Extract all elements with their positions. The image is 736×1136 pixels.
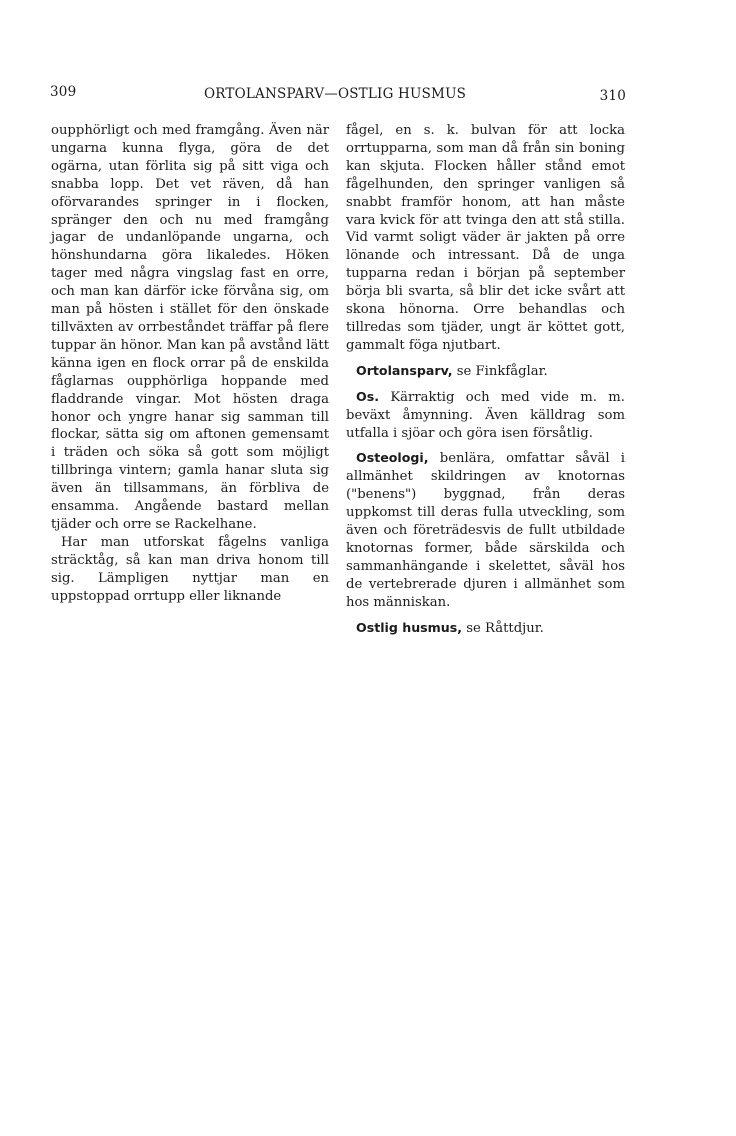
entry-term: Osteologi, [356,450,429,466]
page-number-left: 309 [50,84,77,100]
right-column [346,122,625,637]
page-number-right: 310 [599,88,626,104]
running-title: ORTOLANSPARV—OSTLIG HUSMUS [204,86,467,102]
entry-ostlig-husmus [346,619,625,638]
entry-text: se Finkfåglar. [452,363,548,379]
entry-ortolansparv [346,362,625,381]
entry-text: se Råttdjur. [462,620,544,636]
left-paragraph-1: oupphörligt och med framgång. Även när ungarna kunna flyga, göra de det ogärna, utan förlita sig på sitt viga och snabba lopp. Det vet räven, då han oförvarandes springer in i flocken, spränger den och nu med framgång jagar de undanlöpande ungarna, och hönshundarna göra likaledes. Höken tager med några vingslag fast en orre, och man kan därför icke förvåna sig, om man på hösten i stället för den önskade tillväxten av orrbeståndet träffar på flere tuppar än hönor. Man kan på avstånd lätt känna igen en flock orrar på de enskilda fåglarnas oupphörliga hoppande med fladdrande vingar. Mot hösten draga honor och yngre hanar sig samman till flockar, sätta sig om aftonen gemensamt i träden och söka så gott som möjligt tillbringa vintern; gamla hanar sluta sig även än tillsammans, än förbliva de ensamma. Angående bastard mellan tjäder och orre se Rackelhane. [51,123,329,532]
right-paragraph-1: fågel, en s. k. bulvan för att locka orrtupparna, som man då från sin boning kan skjuta. Flocken håller stånd emot fågelhunden, den springer vanligen så snabbt framför honom, att han måste vara kvick för att tvinga den att stå stilla. Vid varmt soligt väder är jakten på orre lönande och intressant. Då de unga tupparna redan i början på september börja bli svarta, så blir det icke svårt att skona hönorna. Orre behandlas och tillredas som tjäder, ungt är köttet gott, gammalt föga njutbart. [346,123,625,353]
entry-term: Os. [356,388,379,404]
left-column [51,122,329,605]
entry-term: Ostlig husmus, [356,619,463,635]
entry-osteologi [346,449,625,611]
left-paragraph-2: Har man utforskat fågelns vanliga sträcktåg, så kan man driva honom till sig. Lämpligen nyttjar man en uppstoppad orrtupp eller liknande [51,534,329,604]
entry-text: benlära, omfattar såväl i allmänhet skildringen av knotornas ("benens") byggnad, från deras uppkomst till deras fulla utveckling, som även och företrädesvis de fullt utbildade knotornas former, både särskilda och sammanhängande i skelettet, såväl hos de vertebrerade djuren i allmänhet som hos människan. [346,451,625,610]
entry-os [346,388,625,443]
entry-term: Ortolansparv, [356,362,453,378]
page-header [38,84,638,104]
entry-text: Kärraktig och med vide m. m. beväxt åmynning. Även källdrag som utfalla i sjöar och göra isen försåtlig. [346,389,625,441]
